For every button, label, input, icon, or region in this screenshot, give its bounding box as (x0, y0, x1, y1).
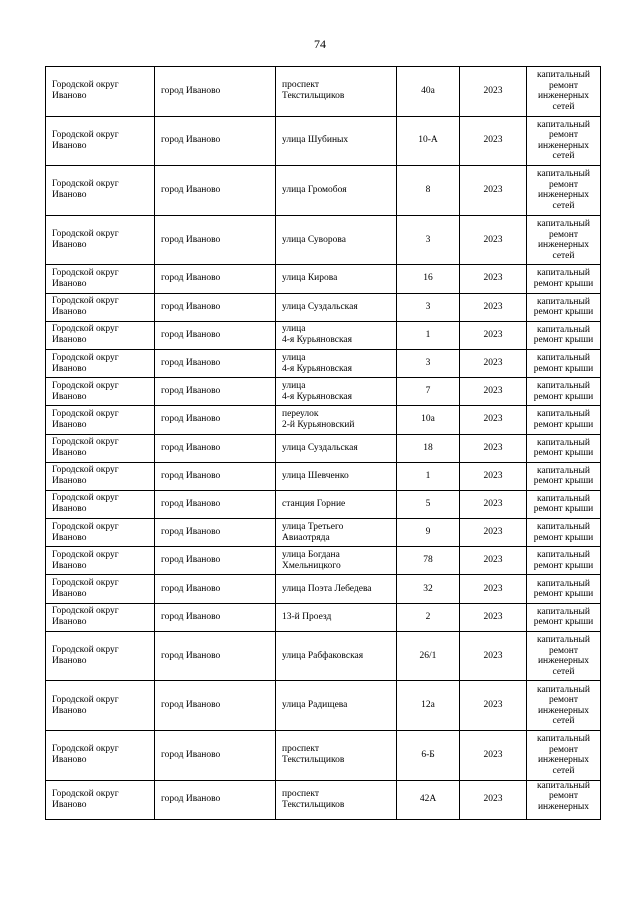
year-cell-text: 2023 (483, 85, 503, 96)
table-row (46, 631, 601, 681)
year-cell-text: 2023 (483, 386, 503, 397)
settlement-cell-text: город Иваново (161, 555, 221, 566)
work-type-cell-text: капитальный ремонт крыши (533, 296, 594, 318)
settlement-cell (155, 780, 276, 819)
year-cell (460, 378, 527, 406)
work-type-cell (527, 215, 601, 265)
settlement-cell (155, 731, 276, 781)
house-number-cell (397, 265, 460, 293)
table-row (46, 321, 601, 349)
year-cell-text: 2023 (483, 498, 503, 509)
settlement-cell (155, 116, 276, 166)
year-cell (460, 406, 527, 434)
house-number-cell (397, 490, 460, 518)
work-type-cell (527, 631, 601, 681)
year-cell-text: 2023 (483, 794, 503, 805)
house-number-cell (397, 603, 460, 631)
year-cell-text: 2023 (483, 442, 503, 453)
house-number-cell (397, 780, 460, 819)
house-number-cell-text: 32 (423, 583, 433, 594)
house-number-cell (397, 378, 460, 406)
municipality-cell (46, 67, 155, 117)
table-row (46, 603, 601, 631)
year-cell-text: 2023 (483, 749, 503, 760)
settlement-cell-text: город Иваново (161, 583, 221, 594)
settlement-cell-text: город Иваново (161, 794, 221, 805)
year-cell-text: 2023 (483, 700, 503, 711)
year-cell (460, 631, 527, 681)
work-type-cell (527, 406, 601, 434)
street-cell (276, 349, 397, 377)
work-type-cell-text: капитальный ремонт инженерных сетей (537, 635, 590, 677)
table-row (46, 406, 601, 434)
street-cell (276, 575, 397, 603)
settlement-cell (155, 349, 276, 377)
year-cell (460, 490, 527, 518)
street-cell (276, 780, 397, 819)
year-cell-text: 2023 (483, 470, 503, 481)
street-cell-text: улица Радищева (282, 700, 348, 711)
municipality-cell-text: Городской округ Иваново (52, 493, 119, 515)
settlement-cell (155, 166, 276, 216)
street-cell (276, 603, 397, 631)
municipality-cell-text: Городской округ Иваново (52, 549, 119, 571)
settlement-cell (155, 631, 276, 681)
work-type-cell (527, 603, 601, 631)
street-cell (276, 631, 397, 681)
year-cell (460, 215, 527, 265)
house-number-cell (397, 215, 460, 265)
house-number-cell-text: 16 (423, 273, 433, 284)
settlement-cell (155, 547, 276, 575)
table-row (46, 519, 601, 547)
municipality-cell-text: Городской округ Иваново (52, 352, 119, 374)
house-number-cell-text: 3 (425, 301, 431, 312)
settlement-cell (155, 490, 276, 518)
settlement-cell (155, 265, 276, 293)
house-number-cell-text: 42А (419, 794, 437, 805)
street-cell (276, 731, 397, 781)
house-number-cell-text: 5 (425, 498, 431, 509)
table-row (46, 265, 601, 293)
street-cell (276, 215, 397, 265)
work-type-cell-text: капитальный ремонт крыши (533, 437, 594, 459)
work-type-cell-text: капитальный ремонт крыши (533, 324, 594, 346)
table-row (46, 349, 601, 377)
municipality-cell (46, 293, 155, 321)
settlement-cell-text: город Иваново (161, 527, 221, 538)
work-type-cell (527, 434, 601, 462)
year-cell-text: 2023 (483, 555, 503, 566)
municipality-cell (46, 406, 155, 434)
street-cell (276, 462, 397, 490)
work-type-cell (527, 265, 601, 293)
municipality-cell (46, 490, 155, 518)
work-type-cell (527, 378, 601, 406)
street-cell (276, 166, 397, 216)
municipality-cell-text: Городской округ Иваново (52, 788, 119, 810)
house-number-cell (397, 406, 460, 434)
table-row (46, 681, 601, 731)
municipality-cell-text: Городской округ Иваново (52, 744, 119, 766)
municipality-cell (46, 378, 155, 406)
street-cell-text: 13-й Проезд (282, 611, 332, 622)
settlement-cell-text: город Иваново (161, 184, 221, 195)
street-cell-text: переулок 2-й Курьяновский (282, 408, 355, 430)
work-type-cell-text: капитальный ремонт крыши (533, 550, 594, 571)
street-cell (276, 406, 397, 434)
municipality-cell-text: Городской округ Иваново (52, 645, 119, 667)
work-type-cell (527, 490, 601, 518)
settlement-cell (155, 603, 276, 631)
year-cell (460, 349, 527, 377)
municipality-cell-text: Городской округ Иваново (52, 465, 119, 487)
house-number-cell-text: 9 (425, 527, 431, 538)
house-number-cell (397, 575, 460, 603)
municipality-cell-text: Городской округ Иваново (52, 380, 119, 402)
settlement-cell-text: город Иваново (161, 329, 221, 340)
municipality-cell (46, 575, 155, 603)
street-cell (276, 519, 397, 547)
year-cell (460, 519, 527, 547)
year-cell (460, 681, 527, 731)
settlement-cell-text: город Иваново (161, 135, 221, 146)
work-type-cell-text: капитальный ремонт инженерных сетей (537, 169, 590, 211)
year-cell (460, 321, 527, 349)
settlement-cell-text: город Иваново (161, 749, 221, 760)
municipality-cell-text: Городской округ Иваново (52, 437, 119, 459)
settlement-cell (155, 378, 276, 406)
municipality-cell-text: Городской округ Иваново (52, 296, 119, 318)
settlement-cell (155, 321, 276, 349)
street-cell-text: улица Суздальская (282, 301, 358, 312)
settlement-cell-text: город Иваново (161, 234, 221, 245)
street-cell (276, 681, 397, 731)
work-type-cell (527, 547, 601, 575)
settlement-cell (155, 519, 276, 547)
work-type-cell-text: капитальный ремонт инженерных сетей (537, 734, 590, 776)
work-type-cell-text: капитальный ремонт инженерных сетей (537, 219, 590, 261)
work-type-cell (527, 293, 601, 321)
settlement-cell-text: город Иваново (161, 611, 221, 622)
house-number-cell-text: 8 (425, 184, 431, 195)
house-number-cell (397, 462, 460, 490)
municipality-cell-text: Городской округ Иваново (52, 324, 119, 346)
work-type-cell-text: капитальный ремонт крыши (533, 606, 594, 628)
street-cell-text: улица Суздальская (282, 442, 358, 453)
street-cell (276, 293, 397, 321)
settlement-cell-text: город Иваново (161, 301, 221, 312)
work-type-cell-text: капитальный ремонт инженерных сетей (537, 119, 590, 162)
year-cell (460, 547, 527, 575)
municipality-cell (46, 603, 155, 631)
municipality-cell (46, 547, 155, 575)
table-row (46, 116, 601, 166)
house-number-cell (397, 547, 460, 575)
house-number-cell-text: 12а (421, 700, 435, 711)
year-cell-text: 2023 (483, 358, 503, 369)
work-type-cell (527, 116, 601, 166)
house-number-cell (397, 731, 460, 781)
municipality-cell-text: Городской округ Иваново (52, 229, 119, 251)
year-cell (460, 462, 527, 490)
year-cell (460, 166, 527, 216)
municipality-cell (46, 265, 155, 293)
year-cell (460, 731, 527, 781)
year-cell-text: 2023 (483, 234, 503, 245)
house-number-cell (397, 519, 460, 547)
work-type-cell-text: капитальный ремонт крыши (533, 493, 594, 515)
municipality-cell (46, 631, 155, 681)
settlement-cell-text: город Иваново (161, 273, 221, 284)
street-cell-text: улица 4-я Курьяновская (282, 380, 353, 402)
work-type-cell-text: капитальный ремонт крыши (533, 465, 594, 487)
street-cell-text: улица Поэта Лебедева (282, 583, 372, 594)
municipality-cell (46, 780, 155, 819)
municipality-cell-text: Городской округ Иваново (52, 521, 119, 543)
municipality-cell-text: Городской округ Иваново (52, 129, 119, 151)
municipality-cell (46, 166, 155, 216)
house-number-cell-text: 1 (425, 470, 431, 481)
municipality-cell-text: Городской округ Иваново (52, 694, 119, 716)
year-cell (460, 265, 527, 293)
house-number-cell-text: 3 (425, 234, 431, 245)
work-type-cell (527, 67, 601, 117)
house-number-cell-text: 1 (425, 329, 431, 340)
year-cell (460, 67, 527, 117)
municipality-cell (46, 215, 155, 265)
work-type-cell-text: капитальный ремонт крыши (533, 409, 594, 430)
street-cell-text: проспект Текстильщиков (282, 80, 345, 102)
settlement-cell (155, 406, 276, 434)
table-row (46, 547, 601, 575)
municipality-cell-text: Городской округ Иваново (52, 267, 119, 289)
street-cell (276, 321, 397, 349)
house-number-cell (397, 116, 460, 166)
settlement-cell-text: город Иваново (161, 470, 221, 481)
year-cell (460, 575, 527, 603)
settlement-cell-text: город Иваново (161, 358, 221, 369)
house-number-cell-text: 26/1 (419, 650, 437, 661)
year-cell-text: 2023 (483, 329, 503, 340)
year-cell-text: 2023 (483, 414, 503, 425)
settlement-cell (155, 434, 276, 462)
municipality-cell (46, 321, 155, 349)
table-row (46, 462, 601, 490)
housing-repair-table (45, 66, 601, 820)
work-type-cell (527, 681, 601, 731)
settlement-cell (155, 67, 276, 117)
municipality-cell (46, 349, 155, 377)
street-cell (276, 547, 397, 575)
settlement-cell (155, 575, 276, 603)
house-number-cell-text: 18 (423, 442, 433, 453)
work-type-cell (527, 731, 601, 781)
settlement-cell-text: город Иваново (161, 650, 221, 661)
settlement-cell-text: город Иваново (161, 442, 221, 453)
table-row (46, 490, 601, 518)
work-type-cell (527, 349, 601, 377)
settlement-cell (155, 293, 276, 321)
table-row (46, 215, 601, 265)
work-type-cell (527, 575, 601, 603)
settlement-cell-text: город Иваново (161, 414, 221, 425)
year-cell-text: 2023 (483, 135, 503, 146)
street-cell (276, 434, 397, 462)
work-type-cell-text: капитальный ремонт инженерных сетей (537, 684, 590, 727)
municipality-cell (46, 681, 155, 731)
street-cell (276, 67, 397, 117)
municipality-cell (46, 731, 155, 781)
year-cell-text: 2023 (483, 527, 503, 538)
street-cell-text: проспект Текстильщиков (282, 744, 345, 766)
work-type-cell (527, 321, 601, 349)
table-row (46, 434, 601, 462)
settlement-cell-text: город Иваново (161, 386, 221, 397)
house-number-cell-text: 6-Б (421, 749, 435, 760)
house-number-cell-text: 40а (421, 85, 435, 96)
page-number: 74 (314, 37, 326, 51)
work-type-cell-text: капитальный ремонт крыши (533, 522, 594, 543)
street-cell-text: улица Третьего Авиаотряда (282, 521, 344, 543)
municipality-cell (46, 434, 155, 462)
house-number-cell (397, 321, 460, 349)
year-cell (460, 603, 527, 631)
street-cell-text: улица Шубиных (282, 135, 349, 146)
table-row (46, 166, 601, 216)
house-number-cell (397, 166, 460, 216)
municipality-cell (46, 462, 155, 490)
street-cell-text: улица 4-я Курьяновская (282, 352, 353, 374)
house-number-cell-text: 7 (425, 386, 431, 397)
street-cell-text: улица Громобоя (282, 184, 347, 195)
house-number-cell (397, 349, 460, 377)
table-row (46, 293, 601, 321)
year-cell-text: 2023 (483, 184, 503, 195)
street-cell-text: улица Рабфаковская (282, 650, 364, 661)
municipality-cell-text: Городской округ Иваново (52, 80, 119, 102)
work-type-cell (527, 780, 601, 819)
year-cell-text: 2023 (483, 650, 503, 661)
street-cell (276, 116, 397, 166)
house-number-cell (397, 67, 460, 117)
street-cell (276, 490, 397, 518)
settlement-cell (155, 462, 276, 490)
year-cell (460, 293, 527, 321)
year-cell-text: 2023 (483, 301, 503, 312)
settlement-cell (155, 215, 276, 265)
municipality-cell-text: Городской округ Иваново (52, 408, 119, 430)
year-cell (460, 116, 527, 166)
year-cell (460, 434, 527, 462)
municipality-cell-text: Городской округ Иваново (52, 606, 119, 628)
table-row (46, 378, 601, 406)
work-type-cell-text: капитальный ремонт крыши (533, 353, 594, 374)
house-number-cell-text: 2 (425, 611, 431, 622)
year-cell-text: 2023 (483, 273, 503, 284)
municipality-cell (46, 519, 155, 547)
street-cell-text: улица Богдана Хмельницкого (282, 549, 341, 571)
settlement-cell-text: город Иваново (161, 85, 221, 96)
work-type-cell (527, 166, 601, 216)
municipality-cell (46, 116, 155, 166)
street-cell-text: улица 4-я Курьяновская (282, 324, 353, 346)
street-cell-text: улица Шевченко (282, 470, 349, 481)
year-cell (460, 780, 527, 819)
house-number-cell (397, 681, 460, 731)
table-row (46, 67, 601, 117)
street-cell-text: улица Кирова (282, 273, 338, 284)
municipality-cell-text: Городской округ Иваново (52, 179, 119, 201)
house-number-cell (397, 631, 460, 681)
work-type-cell-text: капитальный ремонт инженерных (537, 780, 590, 812)
work-type-cell-text: капитальный ремонт инженерных сетей (537, 70, 590, 112)
work-type-cell-text: капитальный ремонт крыши (533, 381, 594, 402)
table-row (46, 731, 601, 781)
year-cell-text: 2023 (483, 611, 503, 622)
table-row (46, 575, 601, 603)
street-cell (276, 265, 397, 293)
street-cell-text: улица Суворова (282, 234, 346, 245)
house-number-cell-text: 10а (421, 414, 435, 425)
house-number-cell-text: 3 (425, 358, 431, 369)
work-type-cell-text: капитальный ремонт крыши (533, 578, 594, 600)
street-cell-text: проспект Текстильщиков (282, 788, 345, 810)
year-cell-text: 2023 (483, 583, 503, 594)
settlement-cell-text: город Иваново (161, 700, 221, 711)
work-type-cell (527, 462, 601, 490)
house-number-cell (397, 293, 460, 321)
work-type-cell-text: капитальный ремонт крыши (533, 268, 594, 289)
work-type-cell (527, 519, 601, 547)
settlement-cell (155, 681, 276, 731)
street-cell (276, 378, 397, 406)
house-number-cell (397, 434, 460, 462)
municipality-cell-text: Городской округ Иваново (52, 578, 119, 600)
table-row (46, 780, 601, 819)
settlement-cell-text: город Иваново (161, 498, 221, 509)
house-number-cell-text: 10-А (418, 135, 438, 146)
street-cell-text: станция Горние (282, 498, 346, 509)
house-number-cell-text: 78 (423, 555, 433, 566)
